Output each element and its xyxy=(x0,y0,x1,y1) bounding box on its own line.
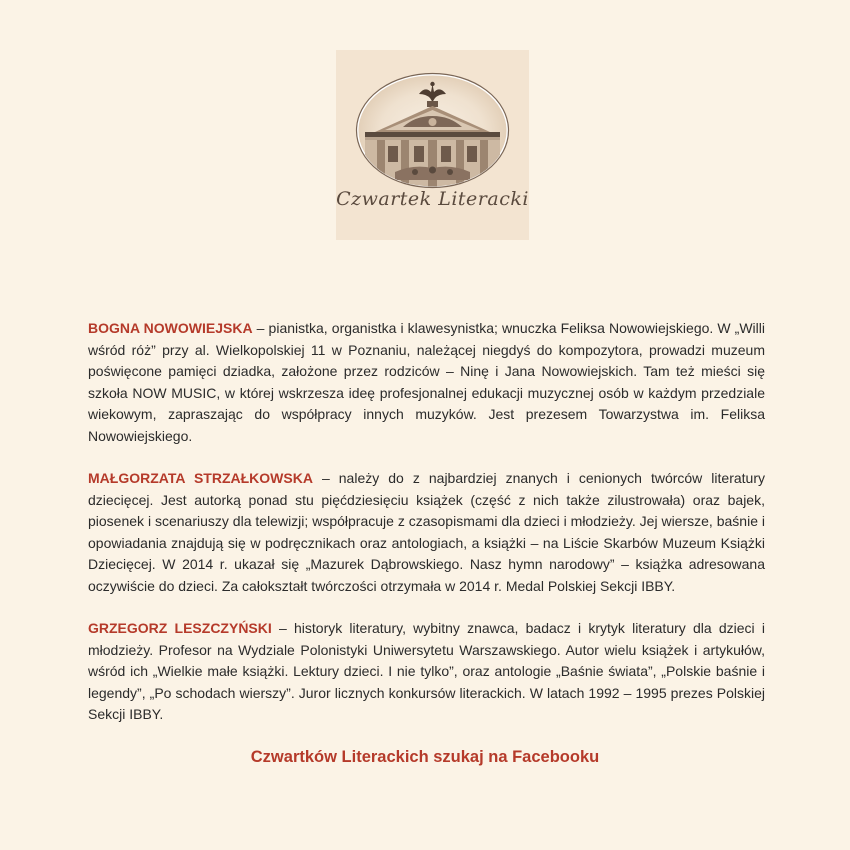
bios-section xyxy=(88,318,765,747)
facebook-note: Czwartków Literackich szukaj na Facebooku xyxy=(250,748,600,766)
bio-entry xyxy=(88,318,765,447)
bio-entry xyxy=(88,618,765,726)
bio-text: – pianistka, organistka i klawesynistka; wnuczka Feliksa Nowowiejskiego. W „Willi wśród róż” przy al. Wielkopolskiej 11 w Poznaniu, należącej niegdyś do kompozytora, prowadzi muzeum poświęcone pamięci dziadka, założone przez rodziców – Ninę i Jana Nowowiejskich. Tam też mieści się szkoła NOW MUSIC, w której wskrzesza ideę profesjonalnej edukacji muzycznej osób w każdym przedziale wiekowym, zapraszając do współpracy innych muzyków. Jest prezesem Towarzystwa im. Feliksa Nowowiejskiego. xyxy=(88,320,765,444)
bio-text: – historyk literatury, wybitny znawca, badacz i krytyk literatury dla dzieci i młodzieży. Profesor na Wydziale Polonistyki Uniwersytetu Warszawskiego. Autor wielu książek i artykułów, wśród ich „Wielkie małe książki. Lektury dzieci. I nie tylko”, oraz antologie „Baśnie świata”, „Polskie baśnie i legendy”, „Po schodach wierszy”. Juror licznych konkursów literackich. W latach 1992 – 1995 prezes Polskiej Sekcji IBBY. xyxy=(88,620,765,722)
logo-script-title: Czwartek Literacki xyxy=(336,188,529,210)
bio-text: – należy do z najbardziej znanych i cenionych twórców literatury dziecięcej. Jest autorką ponad stu pięćdziesięciu książek (część z nich także zilustrowała) oraz bajek, piosenek i scenariuszy dla telewizji; współpracuje z czasopismami dla dzieci i młodzieży. Jej wiersze, baśnie i opowiadania znajdują się w podręcznikach oraz antologiach, a książki – na Liście Skarbów Muzeum Książki Dziecięcej. W 2014 r. ukazał się „Mazurek Dąbrowskiego. Nasz hymn narodowy” – książka adresowana oczywiście do dzieci. Za całokształt twórczości otrzymała w 2014 r. Medal Polskiej Sekcji IBBY. xyxy=(88,470,765,594)
bio-name: MAŁGORZATA STRZAŁKOWSKA xyxy=(88,470,313,486)
bio-name: BOGNA NOWOWIEJSKA xyxy=(88,320,253,336)
building-pediment-eagle-icon xyxy=(355,72,510,189)
event-logo xyxy=(336,50,529,240)
bio-name: GRZEGORZ LESZCZYŃSKI xyxy=(88,620,272,636)
bio-entry xyxy=(88,468,765,597)
